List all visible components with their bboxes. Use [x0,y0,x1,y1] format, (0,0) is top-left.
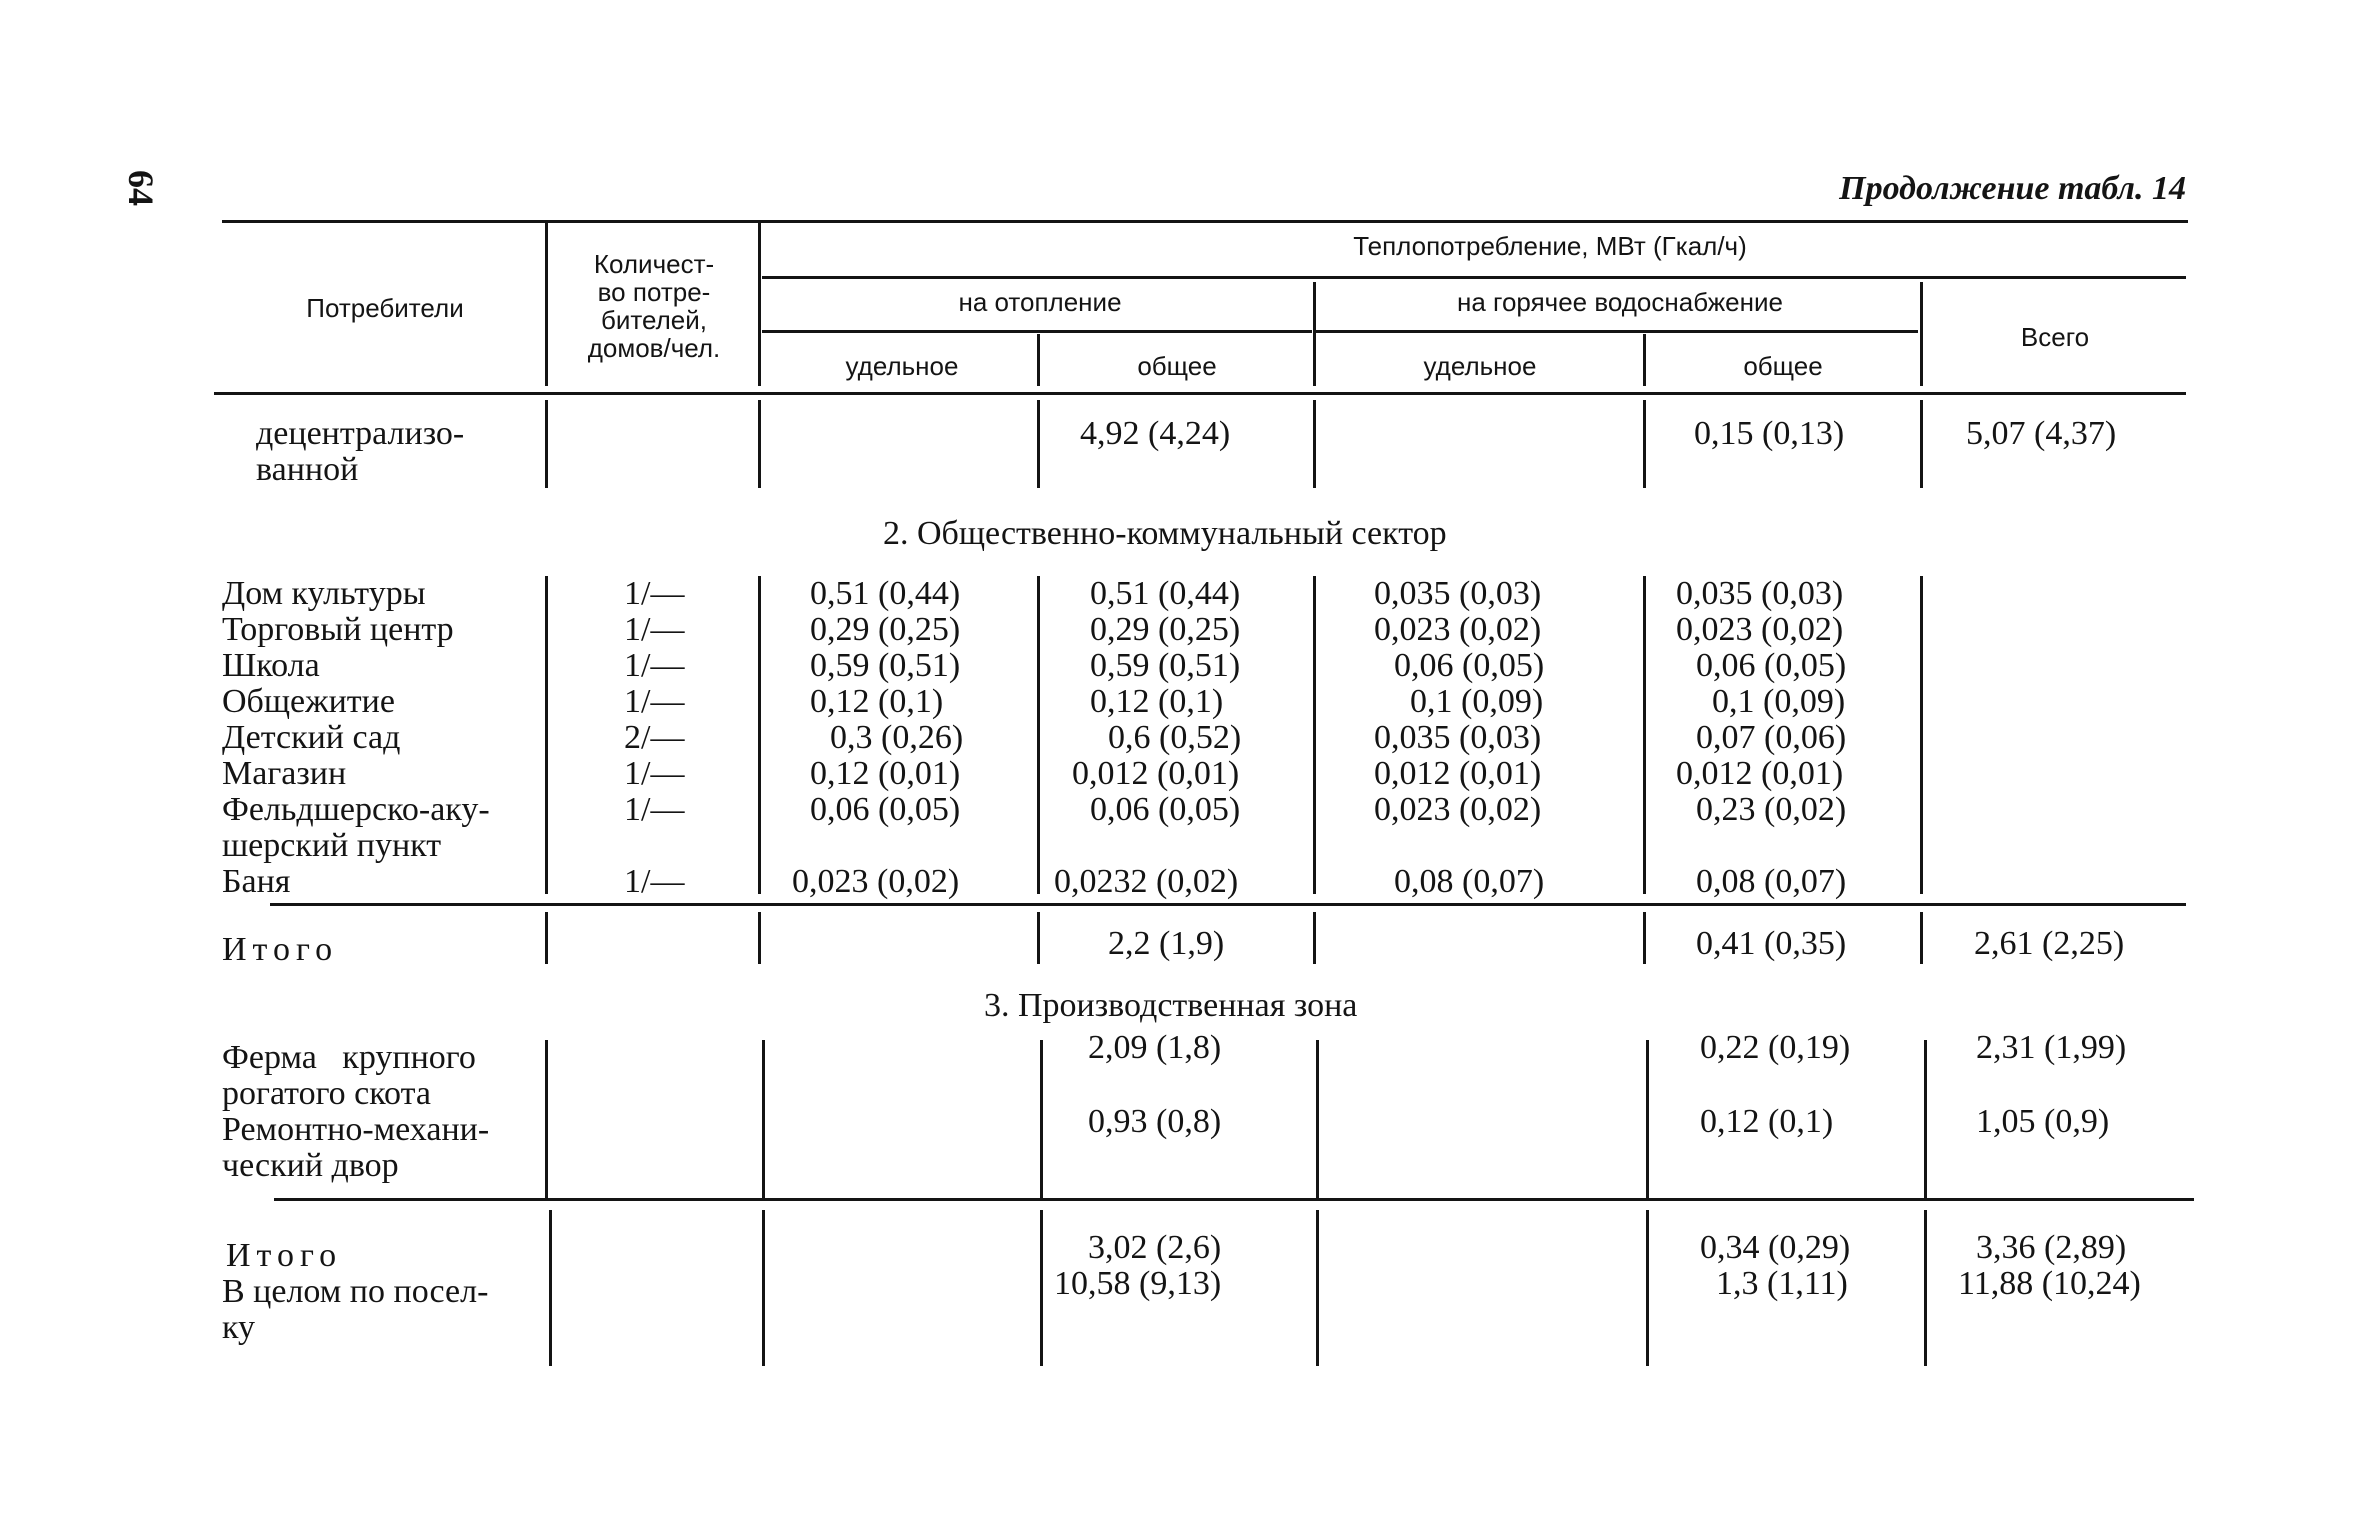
cell-count: 2/— [624,719,685,756]
cell-heat-specific: 0,59 (0,51) [810,647,961,684]
col-divider [758,576,761,894]
col-divider [758,912,761,964]
col-divider [762,1040,765,1198]
continuation-title: Продолжение табл. 14 [1839,170,2186,207]
section-title: 2. Общественно-коммунальный сектор [883,515,1447,552]
cell-heat-overall: 0,12 (0,1) [1090,683,1224,720]
cell-water-overall: 0,22 (0,19) [1700,1029,1851,1066]
cell-heat-specific: 0,12 (0,01) [810,755,961,792]
col-divider [545,400,548,488]
header-rule [1316,330,1918,333]
cell-heat-overall: 2,2 (1,9) [1108,925,1225,962]
cell-count: 1/— [624,791,685,828]
cell-heat-overall: 0,29 (0,25) [1090,611,1241,648]
header-water-specific: удельное [1423,351,1537,381]
col-divider [1313,912,1316,964]
header-hot-water: на горячее водоснабжение [1456,287,1783,317]
col-divider [549,1210,552,1366]
cell-heat-overall: 0,6 (0,52) [1108,719,1242,756]
cell-water-specific: 0,023 (0,02) [1374,791,1542,828]
cell-total: 3,36 (2,89) [1976,1229,2127,1266]
col-divider [1646,1040,1649,1198]
header-count: Количест- во потре- бителей, домов/чел. [587,249,721,363]
cell-water-overall: 0,15 (0,13) [1694,415,1845,452]
row-name: Магазин [222,755,347,792]
col-divider [758,400,761,488]
cell-water-specific: 0,08 (0,07) [1394,863,1545,900]
cell-water-specific: 0,035 (0,03) [1374,575,1542,612]
col-divider [1313,400,1316,488]
header-heat: Теплопотребление, МВт (Гкал/ч) [1353,231,1747,261]
header-water-overall: общее [1743,351,1823,381]
cell-count: 1/— [624,683,685,720]
header-divider [545,222,548,386]
col-divider [545,912,548,964]
cell-heat-specific: 0,51 (0,44) [810,575,961,612]
row-name: Ферма крупного рогатого скота [222,1039,476,1112]
cell-heat-overall: 2,09 (1,8) [1088,1029,1222,1066]
section3-total-rule [274,1198,2194,1201]
header-heating-overall: общее [1137,351,1217,381]
col-divider [1643,400,1646,488]
header-rule [762,276,2186,279]
cell-water-overall: 0,1 (0,09) [1712,683,1846,720]
col-divider [1643,576,1646,894]
header-divider [758,222,761,386]
col-divider [762,1210,765,1366]
cell-water-overall: 0,023 (0,02) [1676,611,1844,648]
header-divider [1313,282,1316,386]
page-number: 64 [121,170,161,206]
cell-water-overall: 0,23 (0,02) [1696,791,1847,828]
col-divider [1924,1210,1927,1366]
col-divider [545,1040,548,1198]
row-name: децентрализо- ванной [256,415,465,488]
header-heating-specific: удельное [845,351,959,381]
cell-water-overall: 0,41 (0,35) [1696,925,1847,962]
cell-heat-overall: 0,51 (0,44) [1090,575,1241,612]
col-divider [1040,1210,1043,1366]
cell-heat-overall: 0,06 (0,05) [1090,791,1241,828]
section-title: 3. Производственная зона [984,987,1358,1024]
col-divider [1037,576,1040,894]
total-label: Итого [226,1237,343,1274]
cell-water-specific: 0,035 (0,03) [1374,719,1542,756]
cell-water-overall: 0,012 (0,01) [1676,755,1844,792]
header-bottom-rule [214,392,2186,395]
cell-heat-overall: 0,93 (0,8) [1088,1103,1222,1140]
grand-total-label: В целом по посел- ку [222,1273,489,1346]
row-name: Общежитие [222,683,395,720]
col-divider [1037,912,1040,964]
cell-water-overall: 0,34 (0,29) [1700,1229,1851,1266]
cell-water-overall: 0,035 (0,03) [1676,575,1844,612]
cell-heat-overall: 0,012 (0,01) [1072,755,1240,792]
cell-count: 1/— [624,575,685,612]
cell-water-overall: 0,07 (0,06) [1696,719,1847,756]
cell-heat-specific: 0,12 (0,1) [810,683,944,720]
col-divider [1920,912,1923,964]
header-divider [1037,334,1040,386]
cell-heat-overall: 3,02 (2,6) [1088,1229,1222,1266]
section2-total-rule [270,903,2186,906]
cell-count: 1/— [624,863,685,900]
row-name: Фельдшерско-аку- шерский пункт [222,791,490,864]
cell-heat-overall: 10,58 (9,13) [1054,1265,1222,1302]
cell-water-overall: 0,06 (0,05) [1696,647,1847,684]
row-name: Детский сад [222,719,401,756]
table-top-rule [222,220,2188,223]
cell-total: 2,61 (2,25) [1974,925,2125,962]
cell-water-overall: 0,08 (0,07) [1696,863,1847,900]
cell-heat-specific: 0,06 (0,05) [810,791,961,828]
header-consumers: Потребители [306,293,464,323]
cell-heat-specific: 0,023 (0,02) [792,863,960,900]
cell-total: 1,05 (0,9) [1976,1103,2110,1140]
cell-water-specific: 0,06 (0,05) [1394,647,1545,684]
col-divider [1040,1040,1043,1198]
cell-water-specific: 0,012 (0,01) [1374,755,1542,792]
cell-water-overall: 1,3 (1,11) [1716,1265,1848,1302]
cell-water-specific: 0,1 (0,09) [1410,683,1544,720]
cell-water-specific: 0,023 (0,02) [1374,611,1542,648]
cell-heat-overall: 4,92 (4,24) [1080,415,1231,452]
col-divider [1920,400,1923,488]
row-name: Торговый центр [222,611,454,648]
cell-heat-specific: 0,3 (0,26) [830,719,964,756]
header-heating: на отопление [958,287,1122,317]
cell-count: 1/— [624,755,685,792]
header-divider [1643,334,1646,386]
col-divider [1316,1210,1319,1366]
header-divider [1920,282,1923,386]
cell-heat-overall: 0,59 (0,51) [1090,647,1241,684]
row-name: Ремонтно-механи- ческий двор [222,1111,490,1184]
cell-count: 1/— [624,611,685,648]
col-divider [545,576,548,894]
col-divider [1646,1210,1649,1366]
cell-total: 11,88 (10,24) [1958,1265,2141,1302]
total-label: Итого [222,931,339,968]
cell-water-overall: 0,12 (0,1) [1700,1103,1834,1140]
col-divider [1643,912,1646,964]
cell-heat-overall: 0,0232 (0,02) [1054,863,1239,900]
cell-total: 5,07 (4,37) [1966,415,2117,452]
row-name: Дом культуры [222,575,426,612]
row-name: Школа [222,647,320,684]
col-divider [1316,1040,1319,1198]
col-divider [1924,1040,1927,1198]
col-divider [1037,400,1040,488]
cell-heat-specific: 0,29 (0,25) [810,611,961,648]
col-divider [1920,576,1923,894]
col-divider [1313,576,1316,894]
header-rule [762,330,1312,333]
cell-count: 1/— [624,647,685,684]
row-name: Баня [222,863,291,900]
cell-total: 2,31 (1,99) [1976,1029,2127,1066]
header-total: Всего [2020,322,2090,352]
